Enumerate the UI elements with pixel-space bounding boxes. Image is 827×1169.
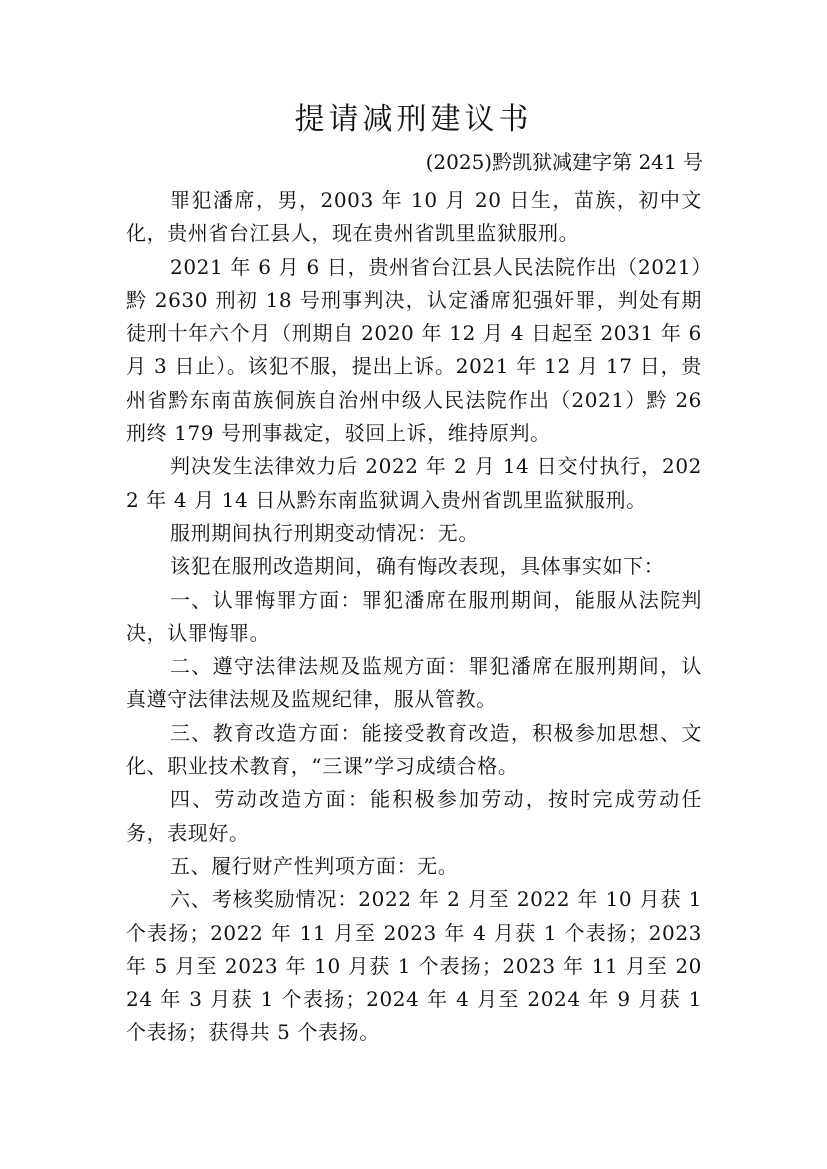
paragraph-law-compliance: 二、遵守法律法规及监规方面：罪犯潘席在服刑期间，认真遵守法律法规及监规纪律，服从管教。 — [126, 654, 702, 712]
paragraph-education: 三、教育改造方面：能接受教育改造，积极参加思想、文化、职业技术教育，“三课”学习成绩合格。 — [126, 720, 702, 779]
document-number: (2025)黔凯狱减建字第 241 号 — [425, 150, 703, 174]
paragraph-judgment: 2021 年 6 月 6 日，贵州省台江县人民法院作出（2021）黔 2630 刑初 18 号刑事判决，认定潘席犯强奸罪，判处有期徒刑十年六个月（刑期自 2020 年 12 月 4 日起至 2031 年 6 月 3 日止）。该犯不服，提出上诉。2021 年 12 月 17 日，贵州省黔东南苗族侗族自治州中级人民法院作出（2021）黔 26 刑终 179 号刑事裁定，驳回上诉，维持原判。 — [126, 254, 702, 446]
paragraph-rewards: 六、考核奖励情况：2022 年 2 月至 2022 年 10 月获 1 个表扬；2022 年 11 月至 2023 年 4 月获 1 个表扬；2023 年 5 月至 2023 年 10 月获 1 个表扬；2023 年 11 月至 2024 年 3 月获 1 个表扬；2024 年 4 月至 2024 年 9 月获 1 个表扬；获得共 5 个表扬。 — [126, 887, 702, 1045]
paragraph-labor: 四、劳动改造方面：能积极参加劳动，按时完成劳动任务，表现好。 — [126, 787, 702, 845]
paragraph-plea-repentance: 一、认罪悔罪方面：罪犯潘席在服刑期间，能服从法院判决，认罪悔罪。 — [126, 587, 702, 645]
document-body — [126, 184, 702, 1050]
paragraph-sentence-change: 服刑期间执行刑期变动情况：无。 — [170, 520, 479, 545]
paragraph-execution: 判决发生法律效力后 2022 年 2 月 14 日交付执行，2022 年 4 月 14 日从黔东南监狱调入贵州省凯里监狱服刑。 — [126, 454, 702, 512]
paragraph-basic-info: 罪犯潘席，男，2003 年 10 月 20 日生，苗族，初中文化，贵州省台江县人，现在贵州省凯里监狱服刑。 — [126, 188, 702, 246]
document-title: 提请减刑建议书 — [294, 102, 533, 137]
paragraph-repentance-intro: 该犯在服刑改造期间，确有悔改表现，具体事实如下： — [170, 554, 665, 579]
paragraph-property-judgment: 五、履行财产性判项方面：无。 — [170, 853, 459, 878]
